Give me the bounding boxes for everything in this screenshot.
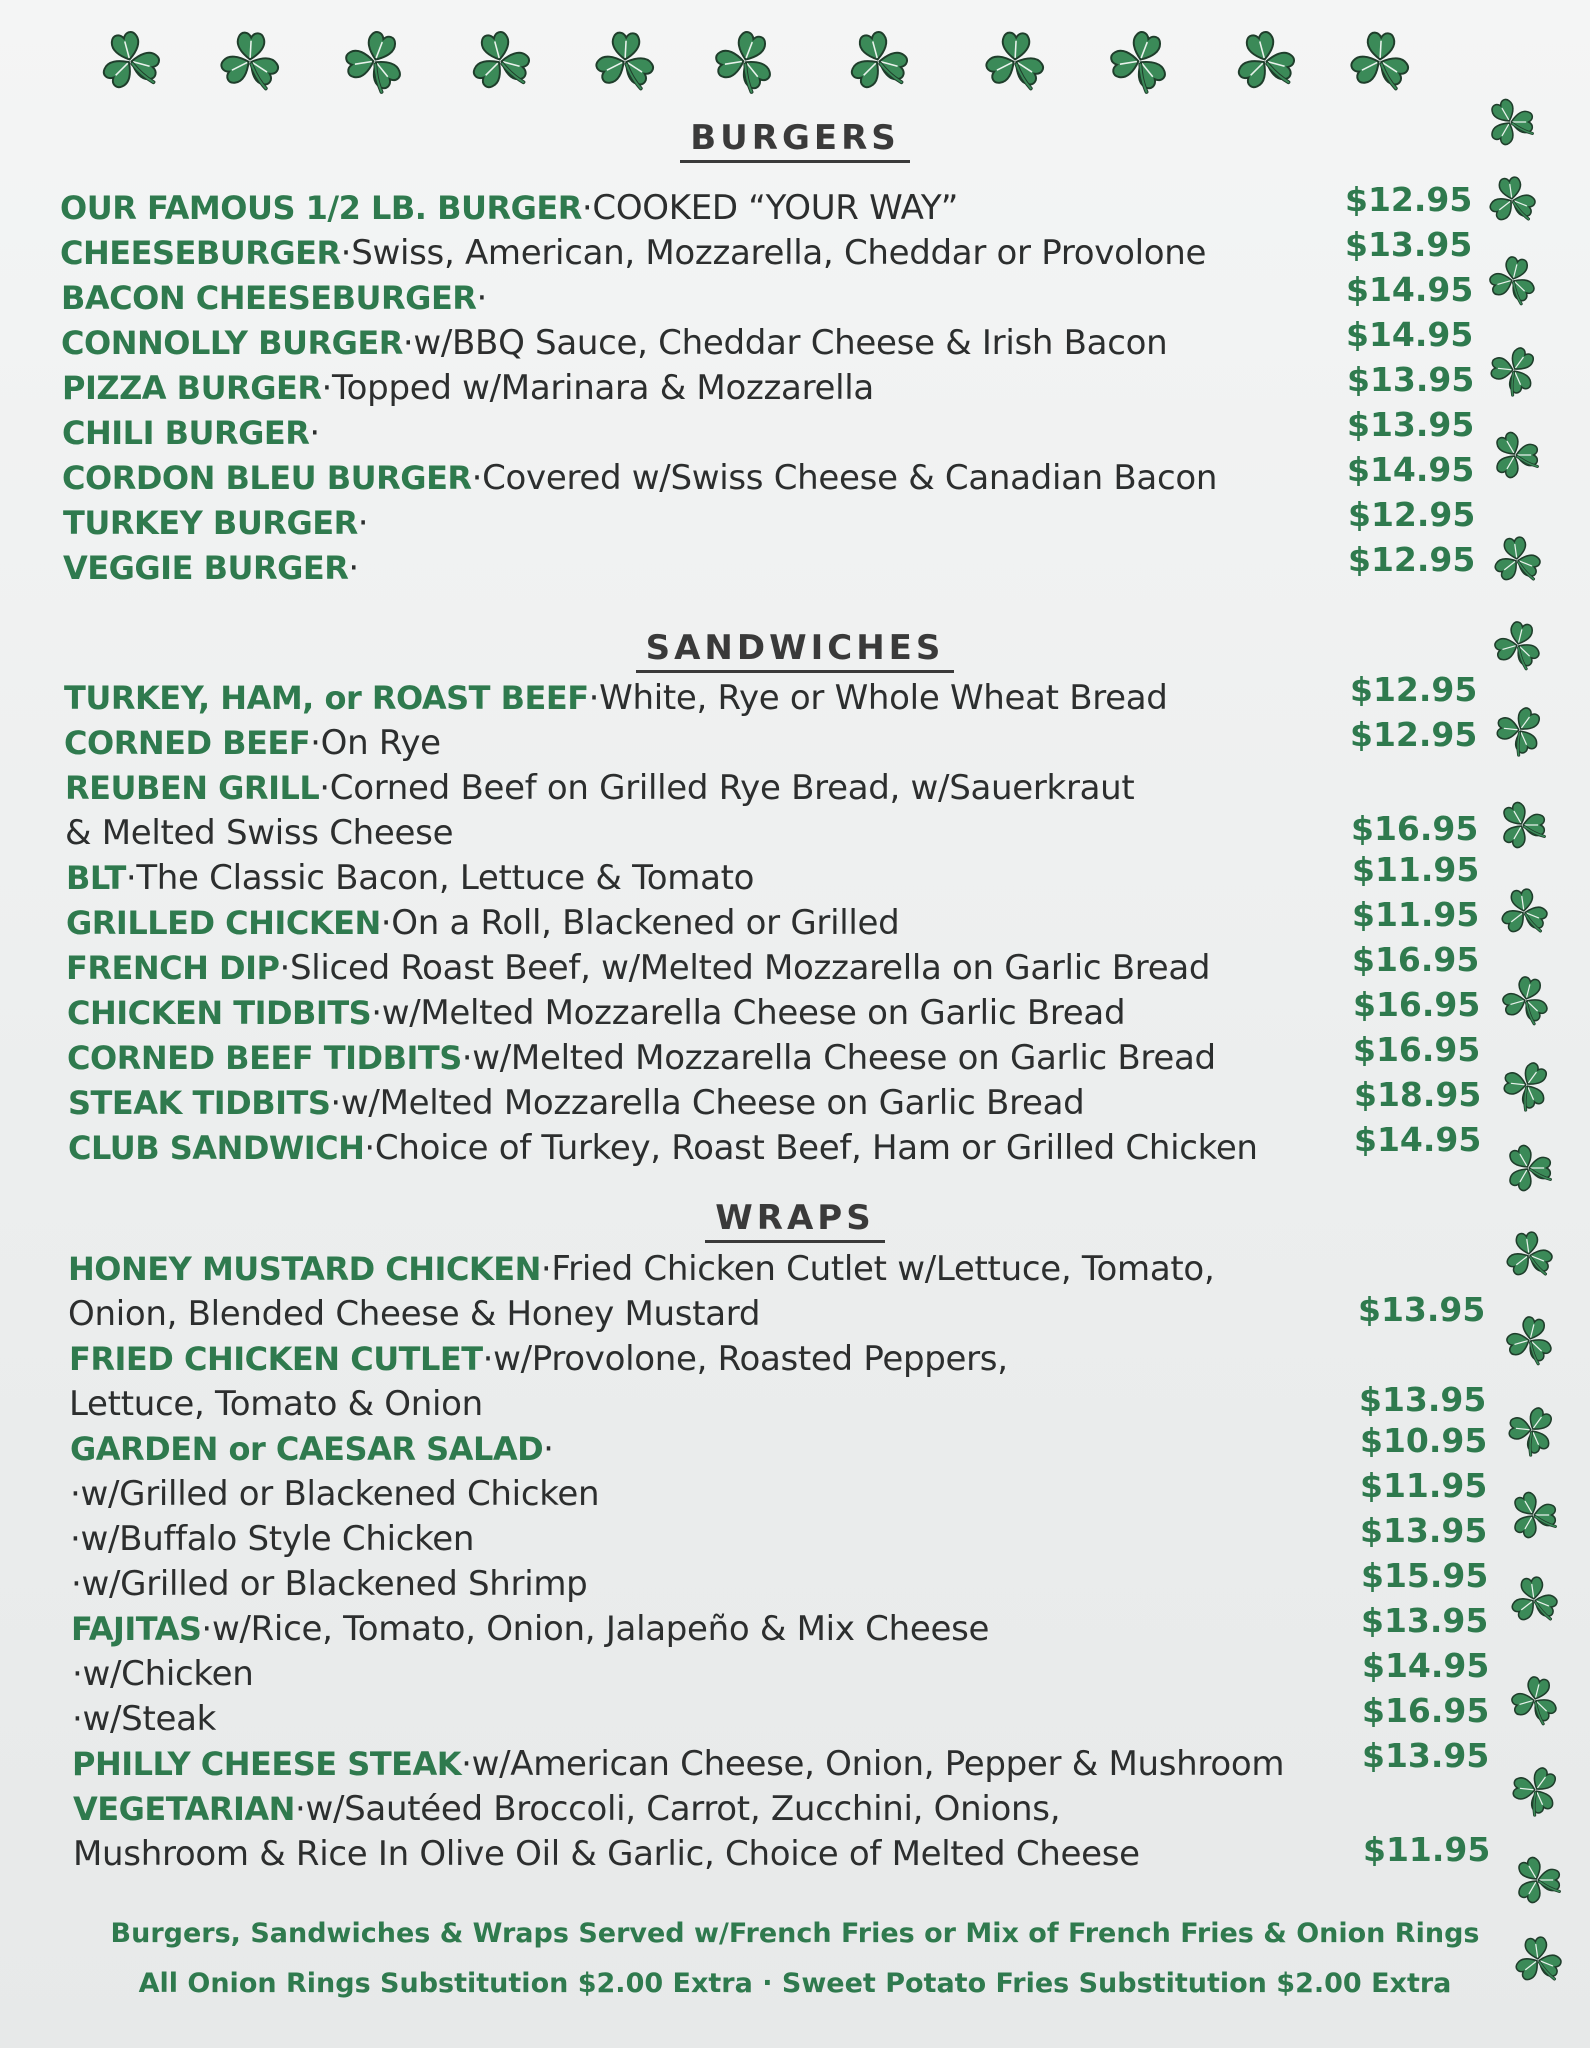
item-price: $11.95 [1360, 1466, 1488, 1505]
item-description: Corned Beef on Grilled Rye Bread, w/Sauerkraut [329, 768, 1135, 808]
menu-item [70, 1472, 599, 1516]
item-name: CHILI BURGER [62, 414, 310, 452]
shamrock-icon [1477, 687, 1564, 774]
separator-dot: · [461, 1038, 473, 1078]
menu-item [68, 1247, 1214, 1291]
item-description: Covered w/Swiss Cheese & Canadian Bacon [482, 458, 1218, 498]
item-name: BLT [66, 859, 126, 897]
separator-dot: · [402, 323, 414, 363]
item-name: FAJITAS [71, 1610, 202, 1648]
item-name: TURKEY BURGER [63, 504, 358, 542]
shamrock-icon [1492, 1302, 1567, 1377]
item-price: $18.95 [1354, 1075, 1482, 1114]
menu-item-continued [69, 1382, 483, 1426]
shamrock-icon [1471, 327, 1558, 414]
item-price: $16.95 [1353, 985, 1481, 1024]
item-name: OUR FAMOUS 1/2 LB. BURGER [60, 189, 582, 227]
shamrock-icon [209, 20, 291, 102]
item-price: $13.95 [1362, 1736, 1490, 1775]
item-description: Sliced Roast Beef, w/Melted Mozzarella on Garlic Bread [289, 948, 1211, 988]
item-description: On a Roll, Blackened or Grilled [391, 903, 900, 943]
shamrock-icon [1217, 13, 1313, 109]
menu-item [63, 546, 359, 590]
item-name: PHILLY CHEESE STEAK [72, 1745, 462, 1783]
separator-dot: · [319, 768, 330, 808]
separator-dot: · [340, 233, 352, 273]
shamrock-icon [1488, 962, 1563, 1037]
menu-item [62, 456, 1217, 500]
shamrock-icon [830, 13, 926, 109]
separator-dot: · [71, 1564, 82, 1604]
shamrock-icon [1497, 1662, 1572, 1737]
item-description-continued: Lettuce, Tomato & Onion [69, 1384, 483, 1424]
item-description: COOKED “YOUR WAY” [592, 188, 959, 228]
item-description: w/Melted Mozzarella Cheese on Garlic Bread [472, 1038, 1216, 1078]
item-description: The Classic Bacon, Lettuce & Tomato [136, 858, 755, 898]
item-name: VEGGIE BURGER [63, 549, 349, 587]
item-description: w/Grilled or Blackened Chicken [80, 1474, 600, 1514]
separator-dot: · [371, 993, 382, 1033]
separator-dot: · [294, 1789, 306, 1829]
item-price: $10.95 [1360, 1421, 1488, 1460]
item-name: CONNOLLY BURGER [61, 324, 403, 362]
shamrock-icon [1339, 20, 1421, 102]
item-price: $14.95 [1347, 450, 1475, 489]
menu-item [63, 501, 368, 545]
separator-dot: · [364, 1128, 375, 1168]
separator-dot: · [279, 948, 290, 988]
menu-item [71, 1607, 989, 1651]
shamrock-icon [1491, 1473, 1576, 1558]
menu-item-continued [73, 1832, 1140, 1876]
menu-item [72, 1742, 1284, 1786]
wraps-heading: WRAPS [0, 1198, 1590, 1243]
shamrock-icon [1480, 783, 1565, 868]
item-name: FRIED CHICKEN CUTLET [69, 1340, 483, 1378]
item-description: Fried Chicken Cutlet w/Lettuce, Tomato, [551, 1249, 1215, 1289]
item-name: CLUB SANDWICH [68, 1129, 365, 1167]
item-description: Topped w/Marinara & Mozzarella [331, 368, 874, 408]
item-description: w/Rice, Tomato, Onion, Jalapeño & Mix Cheese [211, 1609, 990, 1649]
menu-item [65, 766, 1134, 810]
separator-dot: · [201, 1609, 212, 1649]
item-name: BACON CHEESEBURGER [61, 279, 477, 317]
item-price: $16.95 [1352, 940, 1480, 979]
item-description: Swiss, American, Mozzarella, Cheddar or Provolone [351, 233, 1207, 273]
shamrock-icon [1489, 1387, 1576, 1474]
item-price: $13.95 [1361, 1601, 1489, 1640]
item-description-continued: Mushroom & Rice In Olive Oil & Garlic, Choice of Melted Cheese [73, 1834, 1140, 1874]
item-name: TURKEY, HAM, or ROAST BEEF [64, 679, 589, 717]
menu-item-continued [65, 811, 453, 855]
item-name: CORNED BEEF TIDBITS [67, 1039, 462, 1077]
item-price: $12.95 [1350, 715, 1478, 754]
shamrock-icon [1495, 1838, 1580, 1923]
menu-item-continued [68, 1292, 760, 1336]
item-price: $16.95 [1351, 809, 1479, 848]
item-name: HONEY MUSTARD CHICKEN [68, 1250, 541, 1288]
item-price: $12.95 [1348, 495, 1476, 534]
menu-item [66, 901, 899, 945]
item-price: $13.95 [1347, 405, 1475, 444]
item-description-continued: Onion, Blended Cheese & Honey Mustard [68, 1294, 761, 1334]
item-name: PIZZA BURGER [62, 369, 322, 407]
item-description: w/Melted Mozzarella Cheese on Garlic Bread [340, 1083, 1085, 1123]
item-price: $11.95 [1363, 1830, 1491, 1869]
separator-dot: · [72, 1654, 83, 1694]
menu-item [70, 1517, 474, 1561]
item-price: $13.95 [1358, 1290, 1486, 1329]
item-price: $12.95 [1348, 540, 1476, 579]
menu-item [61, 321, 1167, 365]
shamrock-icon [1475, 242, 1550, 317]
menu-item [70, 1427, 554, 1471]
burgers-heading: BURGERS [0, 118, 1590, 163]
item-price: $16.95 [1353, 1030, 1481, 1069]
item-name: CHEESEBURGER [60, 234, 341, 272]
shamrock-icon [584, 20, 666, 102]
separator-dot: · [380, 903, 392, 943]
item-name: FRENCH DIP [66, 949, 280, 987]
menu-item [68, 1126, 1258, 1170]
item-description: w/Grilled or Blackened Shrimp [81, 1564, 588, 1604]
menu-item [67, 1036, 1216, 1080]
menu-item [60, 231, 1206, 275]
separator-dot: · [357, 503, 369, 543]
menu-item [72, 1652, 253, 1696]
shamrock-icon [452, 13, 548, 109]
item-price: $14.95 [1346, 315, 1474, 354]
shamrock-icon [695, 11, 796, 112]
menu-item [71, 1562, 587, 1606]
item-price: $13.95 [1360, 1511, 1488, 1550]
item-description: w/American Cheese, Onion, Pepper & Mushroom [471, 1744, 1285, 1784]
separator-dot: · [348, 548, 359, 588]
item-price: $11.95 [1352, 850, 1480, 889]
item-description: w/Sautéed Broccoli, Carrot, Zucchini, Onions, [305, 1789, 1061, 1829]
shamrock-icon [1484, 1042, 1571, 1129]
menu-item [73, 1787, 1060, 1831]
menu-item [62, 411, 320, 455]
separator-dot: · [309, 413, 320, 453]
item-price: $11.95 [1352, 895, 1480, 934]
separator-dot: · [310, 723, 321, 763]
separator-dot: · [540, 1249, 552, 1289]
shamrock-icon [1493, 1747, 1580, 1834]
footer-sides-note: Burgers, Sandwiches & Wraps Served w/French Fries or Mix of French Fries & Onion Rings [110, 1918, 1480, 1949]
separator-dot: · [321, 368, 332, 408]
item-price: $14.95 [1346, 270, 1474, 309]
shamrock-icon [1489, 877, 1559, 947]
item-description: w/Provolone, Roasted Peppers, [493, 1339, 1008, 1379]
shamrock-icon [974, 20, 1056, 102]
item-price: $12.95 [1350, 670, 1478, 709]
item-description: w/Steak [82, 1699, 217, 1739]
item-name: STEAK TIDBITS [68, 1084, 331, 1122]
item-price: $13.95 [1359, 1380, 1487, 1419]
item-name: CORNED BEEF [64, 724, 311, 762]
item-price: $12.95 [1345, 180, 1473, 219]
menu-item [64, 721, 441, 765]
shamrock-icon [1473, 413, 1558, 498]
menu-item [61, 276, 487, 320]
shamrock-icon [1090, 11, 1191, 112]
item-name: GARDEN or CAESAR SALAD [70, 1430, 544, 1468]
separator-dot: · [330, 1083, 341, 1123]
item-price: $14.95 [1354, 1120, 1482, 1159]
item-name: REUBEN GRILL [65, 769, 320, 807]
shamrock-icon [1477, 165, 1547, 235]
separator-dot: · [476, 278, 487, 318]
separator-dot: · [471, 458, 483, 498]
item-description: White, Rye or Whole Wheat Bread [599, 678, 1168, 718]
shamrock-icon [1482, 525, 1552, 595]
separator-dot: · [72, 1699, 83, 1739]
menu-item [67, 991, 1125, 1035]
separator-dot: · [125, 858, 137, 898]
item-price: $13.95 [1347, 360, 1475, 399]
item-price: $14.95 [1362, 1646, 1490, 1685]
separator-dot: · [70, 1519, 81, 1559]
item-description: w/Buffalo Style Chicken [80, 1519, 475, 1559]
item-name: CORDON BLEU BURGER [62, 459, 472, 497]
footer-substitution-note: All Onion Rings Substitution $2.00 Extra · Sweet Potato Fries Substitution $2.00 Extra [138, 1968, 1452, 1999]
item-name: VEGETARIAN [73, 1790, 295, 1828]
shamrock-icon [325, 11, 426, 112]
separator-dot: · [581, 188, 593, 228]
shamrock-icon [82, 13, 178, 109]
menu-item [66, 946, 1210, 990]
item-name: CHICKEN TIDBITS [67, 994, 372, 1032]
menu-item [66, 856, 754, 900]
item-description-continued: & Melted Swiss Cheese [65, 813, 454, 853]
separator-dot: · [482, 1339, 494, 1379]
item-description: w/Melted Mozzarella Cheese on Garlic Bread [381, 993, 1126, 1033]
item-description: w/Chicken [82, 1654, 254, 1694]
menu-item [62, 366, 874, 410]
sandwiches-heading: SANDWICHES [0, 628, 1590, 673]
item-description: Choice of Turkey, Roast Beef, Ham or Grilled Chicken [374, 1128, 1258, 1168]
menu-item [60, 186, 958, 230]
menu-item [64, 676, 1168, 720]
item-description: w/BBQ Sauce, Cheddar Cheese & Irish Bacon [413, 323, 1168, 363]
menu-item [69, 1337, 1008, 1381]
separator-dot: · [543, 1429, 554, 1469]
separator-dot: · [461, 1744, 472, 1784]
item-price: $13.95 [1345, 225, 1473, 264]
shamrock-icon [1499, 1565, 1569, 1635]
item-price: $15.95 [1361, 1556, 1489, 1595]
menu-item [68, 1081, 1084, 1125]
separator-dot: · [70, 1474, 81, 1514]
item-price: $16.95 [1362, 1691, 1490, 1730]
separator-dot: · [588, 678, 600, 718]
menu-item [72, 1697, 216, 1741]
item-name: GRILLED CHICKEN [66, 904, 381, 942]
item-description: On Rye [320, 723, 441, 763]
